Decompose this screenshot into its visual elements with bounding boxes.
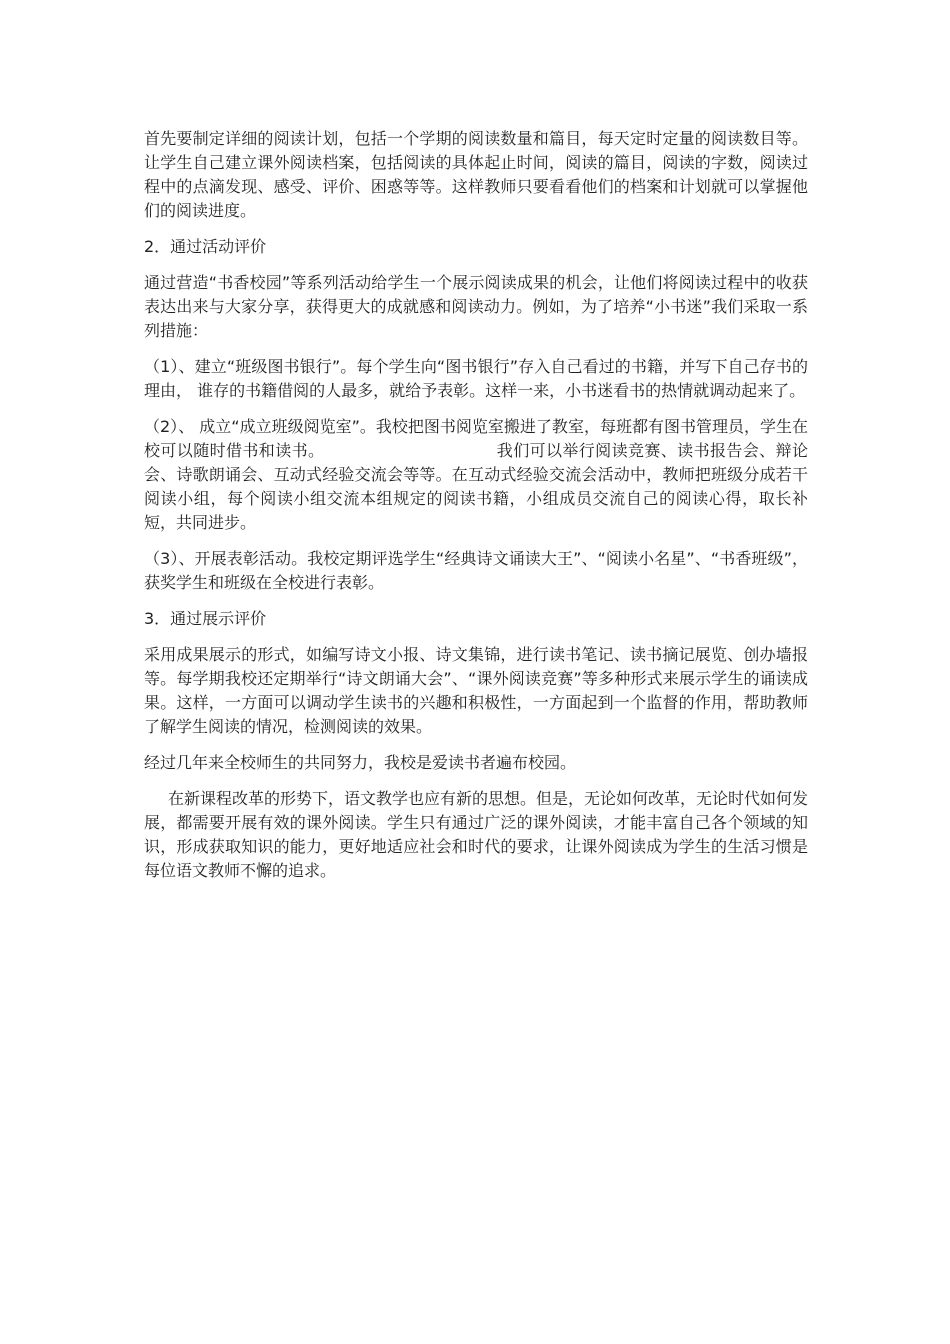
section-heading-activity-evaluation: 2．通过活动评价 xyxy=(144,237,267,256)
paragraph-class-book-bank: （1）、建立“班级图书银行”。每个学生向“图书银行”存入自己看过的书籍，并写下自己存书的理由， 谁存的书籍借阅的人最多，就给予表彰。这样一来，小书迷看书的热情就调动起来了。 xyxy=(144,357,808,400)
paragraph-commendation-activities: （3）、开展表彰活动。我校定期评选学生“经典诗文诵读大王”、“阅读小名星”、“书香班级”，获奖学生和班级在全校进行表彰。 xyxy=(144,549,808,592)
paragraph-joint-effort: 经过几年来全校师生的共同努力，我校是爱读书者遍布校园。 xyxy=(144,753,577,772)
paragraph-reading-plan: 首先要制定详细的阅读计划，包括一个学期的阅读数量和篇目，每天定时定量的阅读数目等。让学生自己建立课外阅读档案，包括阅读的具体起止时间，阅读的篇目，阅读的字数，阅读过程中的点滴发现、感受、评价、困惑等等。这样教师只要看看他们的档案和计划就可以掌握他们的阅读进度。 xyxy=(144,129,808,220)
document-page xyxy=(144,127,808,895)
paragraph-class-reading-room-part2: 我们可以举行阅读竞赛、读书报告会、辩论会、诗歌朗诵会、互动式经验交流会等等。在互动式经验交流会活动中，教师把班级分成若干阅读小组，每个阅读小组交流本组规定的阅读书籍，小组成员交流自己的阅读心得，取长补短，共同进步。 xyxy=(144,441,808,532)
section-heading-display-evaluation: 3．通过展示评价 xyxy=(144,609,267,628)
paragraph-class-reading-room xyxy=(144,415,808,535)
paragraph-conclusion: 在新课程改革的形势下，语文教学也应有新的思想。但是，无论如何改革，无论时代如何发展，都需要开展有效的课外阅读。学生只有通过广泛的课外阅读，才能丰富自己各个领域的知识，形成获取知识的能力，更好地适应社会和时代的要求，让课外阅读成为学生的生活习惯是每位语文教师不懈的追求。 xyxy=(144,789,809,880)
paragraph-class-reading-room-part1: （2）、 成立“成立班级阅览室”。我校把图书阅览室搬进了教室，每班都有图书管理员，学生在校可以随时借书和读书。 xyxy=(144,417,808,460)
paragraph-achievement-display: 采用成果展示的形式，如编写诗文小报、诗文集锦，进行读书笔记、读书摘记展览、创办墙报等。每学期我校还定期举行“诗文朗诵大会”、“课外阅读竞赛”等多种形式来展示学生的诵读成果。这样，一方面可以调动学生读书的兴趣和积极性，一方面起到一个监督的作用，帮助教师了解学生阅读的情况，检测阅读的效果。 xyxy=(144,645,808,736)
paragraph-book-fragrance-campus: 通过营造“书香校园”等系列活动给学生一个展示阅读成果的机会，让他们将阅读过程中的收获表达出来与大家分享，获得更大的成就感和阅读动力。例如，为了培养“小书迷”我们采取一系列措施： xyxy=(144,273,808,340)
